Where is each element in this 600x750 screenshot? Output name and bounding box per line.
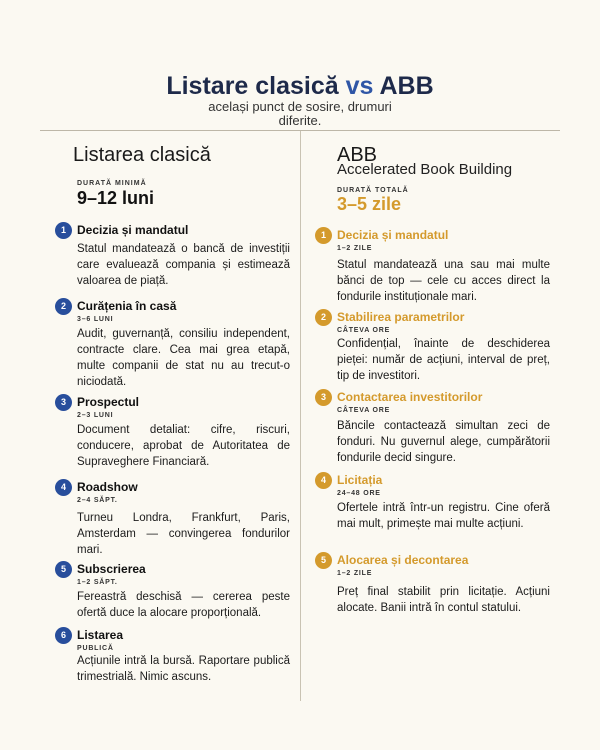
title-classic: Listare clasică [166, 72, 339, 100]
step-title: Contactarea investitorilor [337, 390, 483, 404]
step-description: Document detaliat: cifre, riscuri, conducere, aprobat de Autoritatea de Supraveghere Financiară. [77, 424, 290, 468]
step-duration: PUBLICĂ [77, 645, 114, 652]
step-title: Decizia și mandatul [337, 228, 449, 242]
abb-subheading: Accelerated Book Building [337, 161, 513, 178]
step-number-badge: 3 [55, 394, 72, 411]
step-duration: 3–6 LUNI [77, 316, 114, 323]
step-title: Subscrierea [77, 562, 146, 576]
step-number-badge: 4 [315, 472, 332, 489]
step-title: Stabilirea parametrilor [337, 310, 465, 324]
page-title [0, 72, 600, 100]
column-divider [300, 131, 301, 701]
abb-heading: ABB [337, 144, 378, 166]
step-description: Statul mandatează o bancă de investiții care evaluează compania și estimează valoarea de piață. [77, 243, 290, 287]
step-number-badge: 5 [55, 561, 72, 578]
step-title: Alocarea și decontarea [337, 553, 469, 567]
classic-heading: Listarea clasică [73, 144, 211, 166]
step-description: Turneu Londra, Frankfurt, Paris, Amsterdam — convingerea fondurilor mari. [77, 512, 290, 556]
step-description: Ofertele intră într-un registru. Cine oferă mai mult, primește mai multe acțiuni. [337, 502, 550, 530]
step-title: Roadshow [77, 480, 138, 494]
step-duration: 24–48 ORE [337, 490, 381, 497]
step-number-badge: 6 [55, 627, 72, 644]
step-duration: 2–3 LUNI [77, 412, 114, 419]
page-header [0, 72, 600, 128]
step-number-badge: 1 [315, 227, 332, 244]
title-abb: ABB [379, 72, 434, 100]
step-title: Prospectul [77, 395, 140, 409]
step-number-badge: 4 [55, 479, 72, 496]
step-duration: CÂTEVA ORE [337, 327, 391, 334]
abb-duration-label: DURATĂ TOTALĂ [337, 187, 409, 194]
step-description: Băncile contactează simultan zeci de fonduri. Nu guvernul alege, cumpărătorii fondurile decid singure. [337, 420, 550, 464]
step-description: Audit, guvernanță, consiliu independent, contracte clare. Cea mai grea etapă, multe companii de stat nu au trecut-o niciodată. [77, 328, 290, 388]
step-number-badge: 2 [55, 298, 72, 315]
step-duration: CÂTEVA ORE [337, 407, 391, 414]
step-title: Decizia și mandatul [77, 223, 189, 237]
step-duration: 1–2 ZILE [337, 245, 373, 252]
step-title: Licitația [337, 473, 383, 487]
step-description: Acțiunile intră la bursă. Raportare publică trimestrială. Nimic ascuns. [77, 655, 290, 683]
subtitle-line-1: același punct de sosire, drumuri [208, 99, 392, 114]
step-title: Curățenia în casă [77, 299, 177, 313]
step-description: Preț final stabilit prin licitație. Acțiuni alocate. Banii intră în contul statului. [337, 586, 550, 614]
step-number-badge: 1 [55, 222, 72, 239]
title-vs: vs [345, 72, 374, 100]
step-description: Confidențial, înainte de deschiderea pieței: număr de acțiuni, interval de preț, tip de investitori. [337, 338, 550, 382]
step-number-badge: 3 [315, 389, 332, 406]
step-duration: 2–4 SĂPT. [77, 497, 118, 504]
step-duration: 1–2 SĂPT. [77, 579, 118, 586]
step-description: Statul mandatează una sau mai multe bănci de top — cele cu acces direct la fondurile instituționale mari. [337, 259, 550, 303]
step-title: Listarea [77, 628, 124, 642]
step-number-badge: 5 [315, 552, 332, 569]
classic-duration-value: 9–12 luni [77, 188, 155, 208]
subtitle-line-2: diferite. [278, 113, 322, 128]
abb-duration-value: 3–5 zile [337, 194, 402, 214]
step-duration: 1–2 ZILE [337, 570, 373, 577]
step-description: Fereastră deschisă — cererea peste ofertă duce la alocare proporțională. [77, 591, 290, 619]
classic-duration-label: DURATĂ MINIMĂ [77, 180, 147, 187]
step-number-badge: 2 [315, 309, 332, 326]
